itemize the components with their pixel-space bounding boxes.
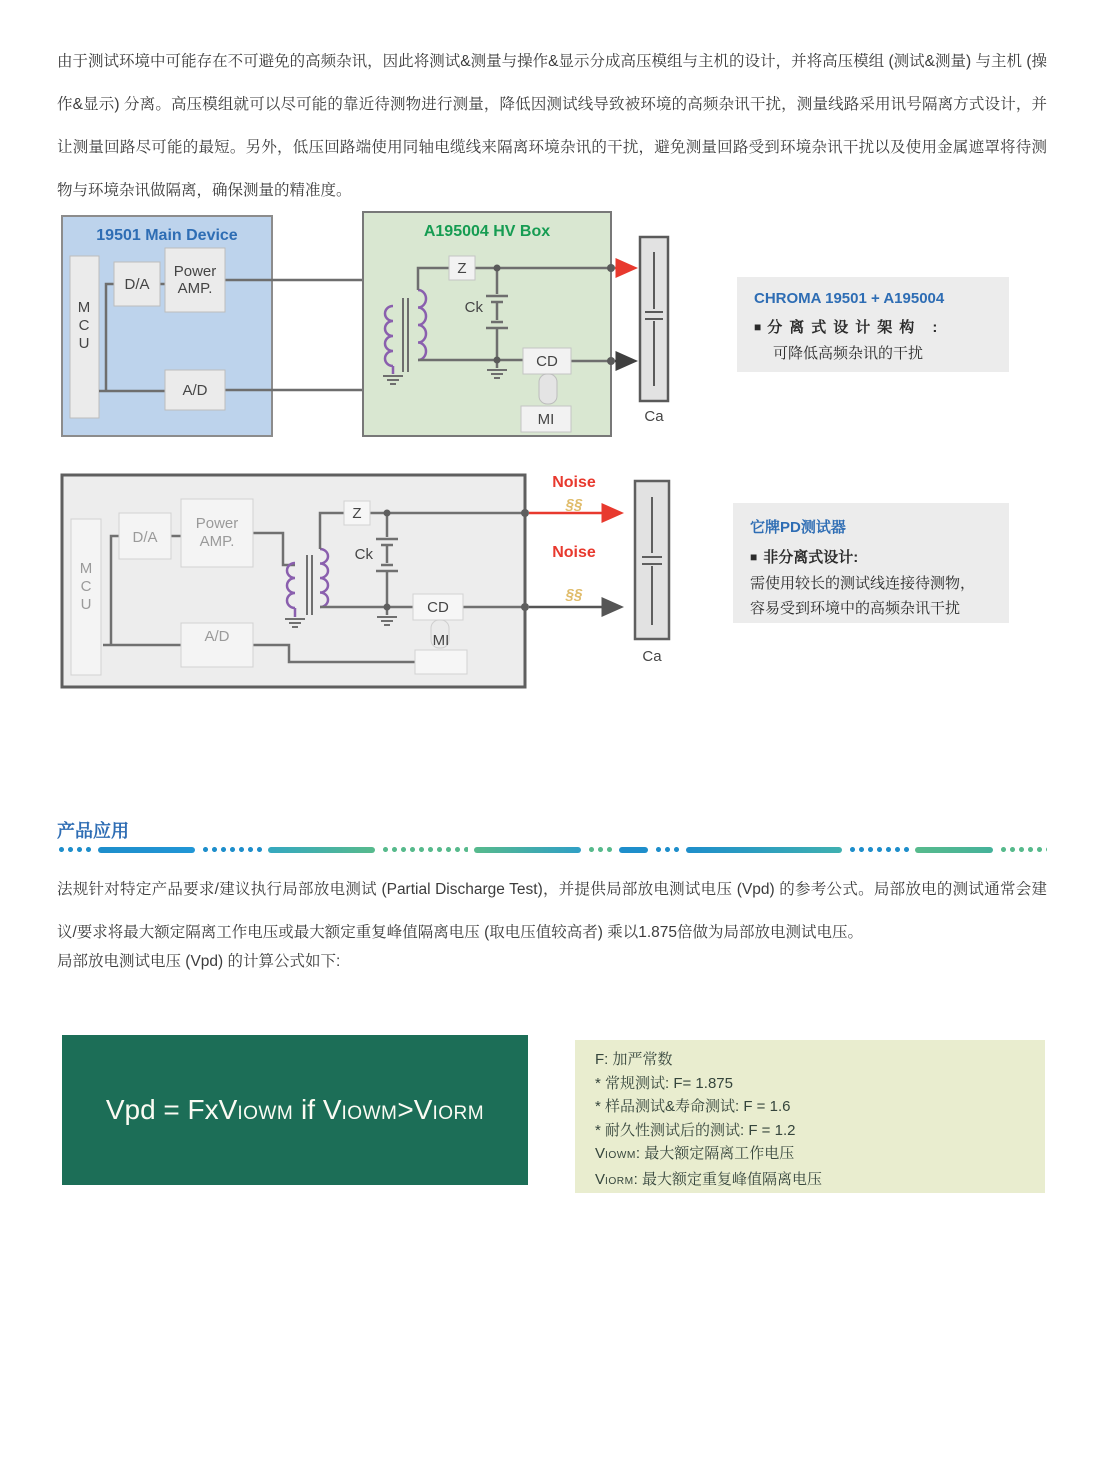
callout-title: CHROMA 19501 + A195004	[754, 290, 945, 307]
junction-dot	[384, 604, 391, 611]
formula-intro-paragraph: 局部放电测试电压 (Vpd) 的计算公式如下:	[57, 953, 341, 970]
mcu-label: M	[77, 299, 91, 316]
section-divider	[57, 846, 1047, 853]
cd-mi-connector	[539, 374, 557, 404]
svg-text:U: U	[78, 335, 90, 352]
legend-line: * 样品测试&寿命测试: F = 1.6	[595, 1098, 791, 1115]
formula-legend-box	[575, 1040, 1045, 1193]
section-title: 产品应用	[57, 821, 129, 841]
junction-dot	[494, 265, 501, 272]
legend-line: F: 加严常数	[595, 1051, 673, 1068]
callout-bullet-text: 非分离式设计:	[763, 549, 859, 566]
callout-bullet-text: 分离式设计架构 :	[767, 319, 945, 336]
junction-dot	[494, 357, 501, 364]
callout-line: 可降低高频杂讯的干扰	[773, 345, 924, 362]
callout-chroma-design	[737, 277, 1009, 372]
legend-line: * 耐久性测试后的测试: F = 1.2	[595, 1121, 796, 1139]
intro-paragraph: 由于测试环境中可能存在不可避免的高频杂讯，因此将测试&测量与操作&显示分成高压模组与主机的设计，并将高压模组 (测试&测量) 与主机 (操作&显示) 分离。高压模组就可以尽可能的靠近待测物进行测量，降低因测试线导致被环境的高频杂讯干扰，测量线路采用讯号隔离方式设计，并让测量回路尽可能的最短。另外，低压回路端使用同轴电缆线来隔离环境杂讯的干扰，避免测量回路受到环境杂讯干扰以及使用金属遮罩将待测物与环境杂讯做隔离，确保测量的精准度。	[57, 53, 1047, 199]
hv-box	[363, 212, 611, 436]
svg-text:A/D: A/D	[204, 628, 230, 645]
svg-text:Power: Power	[173, 263, 217, 280]
main-device-title: 19501 Main Device	[96, 227, 238, 244]
svg-text:C: C	[80, 578, 92, 595]
mi-block	[415, 650, 467, 674]
svg-text:Z: Z	[352, 505, 362, 522]
svg-text:M: M	[79, 560, 93, 577]
legend-line: * 常规测试: F= 1.875	[595, 1074, 733, 1092]
square-bullet-icon: ■	[750, 550, 758, 564]
junction-dot	[607, 357, 615, 365]
noise-squiggle-icon: §§	[565, 586, 583, 603]
callout-other-brand	[733, 503, 1009, 623]
diagram1-svg	[57, 210, 675, 442]
diagram-separated-design	[57, 210, 675, 447]
ck-label: Ck	[464, 299, 483, 316]
ca-label: Ca	[644, 408, 664, 425]
svg-text:D/A: D/A	[124, 276, 150, 293]
junction-dot	[521, 603, 529, 611]
diagram-non-separated-design	[57, 467, 677, 712]
legend-line-viowm: VIOWM: 最大额定隔离工作电压	[595, 1145, 795, 1162]
diagram2-svg	[57, 467, 677, 707]
formula-text: Vpd = FxVIOWM if VIOWM>VIORM	[105, 1094, 485, 1125]
svg-text:CD: CD	[427, 599, 449, 616]
ca-label: Ca	[642, 648, 662, 665]
hv-box-title: A195004 HV Box	[423, 223, 551, 240]
svg-text:A/D: A/D	[182, 382, 208, 399]
svg-text:CD: CD	[536, 353, 558, 370]
junction-dot	[384, 510, 391, 517]
application-paragraph: 法规针对特定产品要求/建议执行局部放电测试 (Partial Discharge Test)，并提供局部放电测试电压 (Vpd) 的参考公式。局部放电的测试通常会建议/要求将最大额定隔离工作电压或最大额定重复峰值隔离电压 (取电压值较高者) 乘以1.875倍做为局部放电测试电压。	[57, 881, 1047, 941]
noise-squiggle-icon: §§	[565, 496, 583, 513]
noise-label-bottom: Noise	[552, 544, 596, 561]
svg-text:MI: MI	[432, 632, 450, 649]
svg-text:U: U	[80, 596, 92, 613]
vpd-formula-box	[62, 1035, 528, 1185]
square-bullet-icon: ■	[754, 320, 762, 334]
legend-line-viorm: VIORM: 最大额定重复峰值隔离电压	[595, 1170, 822, 1188]
callout-line: 需使用较长的测试线连接待测物，	[750, 575, 976, 592]
svg-text:MI: MI	[537, 411, 555, 428]
svg-text:C: C	[78, 317, 90, 334]
junction-dot	[607, 264, 615, 272]
svg-text:AMP.: AMP.	[177, 280, 213, 297]
callout-title: 它牌PD测试器	[750, 519, 846, 536]
junction-dot	[521, 509, 529, 517]
ck-label: Ck	[354, 546, 373, 563]
callout-line: 容易受到环境中的高频杂讯干扰	[750, 600, 961, 617]
noise-label-top: Noise	[552, 474, 596, 491]
svg-text:Power: Power	[195, 515, 239, 532]
svg-text:AMP.: AMP.	[199, 533, 235, 550]
svg-text:D/A: D/A	[132, 529, 158, 546]
svg-text:Z: Z	[457, 260, 467, 277]
